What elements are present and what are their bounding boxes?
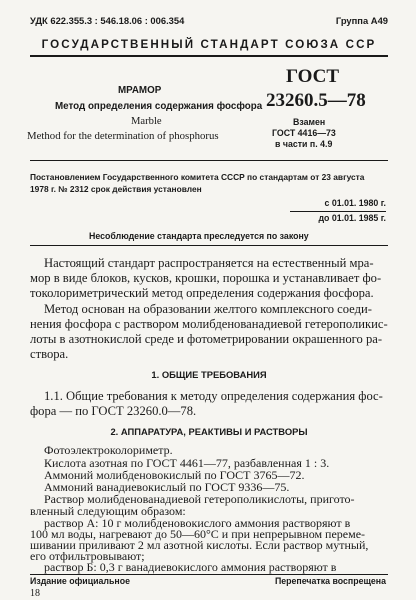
method-title-en: Method for the determination of phosphorus [27, 130, 219, 142]
validity-rule [290, 211, 386, 212]
edition-note: Издание официальное [30, 576, 130, 586]
intro-line: лоты в азотнокислой среде и фотометрировании окрашенного ра- [30, 332, 383, 346]
section-2-line: вленный следующим образом: [30, 504, 186, 518]
intro-line: Метод основан на образовании желтого комплексного соеди- [44, 302, 372, 316]
standard-title: ГОСУДАРСТВЕННЫЙ СТАНДАРТ СОЮЗА ССР [41, 38, 377, 51]
decree-rule [30, 245, 388, 246]
section-1-line: фора — по ГОСТ 23260.0—78. [30, 404, 197, 418]
intro-line: створа. [30, 347, 69, 361]
section-1-heading: 1. ОБЩИЕ ТРЕБОВАНИЯ [151, 369, 267, 380]
section-2-line: раствор А: 10 г молибденовокислого аммония растворяют в [44, 516, 351, 530]
gost-label: ГОСТ [286, 66, 340, 87]
reprint-note: Перепечатка воспрещена [274, 576, 386, 586]
method-title-ru: Метод определения содержания фосфора [55, 101, 263, 112]
page-number: 18 [30, 588, 40, 599]
section-2-line: 100 мл воды, нагревают до 50—60°С и при непрерывном переме- [30, 527, 366, 541]
replaced-part: в части п. 4.9 [275, 139, 333, 149]
gost-number: 23260.5—78 [266, 90, 366, 111]
section-2-heading: 2. АППАРАТУРА, РЕАКТИВЫ И РАСТВОРЫ [110, 426, 308, 437]
intro-line: токолориметрический метод определения содержания фосфора. [30, 286, 374, 300]
section-2-line: Кислота азотная по ГОСТ 4461—77, разбавленная 1 : 3. [44, 456, 330, 470]
product-name-en: Marble [131, 116, 162, 127]
decree-line-1: Постановлением Государственного комитета СССР по стандартам от 23 августа [30, 172, 365, 182]
section-2-line: Раствор молибденованадиевой гетерополикислоты, пригото- [44, 492, 355, 506]
header-rule [30, 55, 388, 57]
group-code: Группа А49 [335, 15, 388, 26]
udk-code: УДК 622.355.3 : 546.18.06 : 006.354 [30, 15, 185, 26]
section-2-line: его отфильтровывают; [30, 549, 145, 563]
intro-line: мор в виде блоков, кусков, крошки, порошка и устанавливает фо- [30, 271, 382, 285]
footer-rule [30, 574, 388, 575]
intro-line: Настоящий стандарт распространяется на естественный мра- [44, 256, 374, 270]
intro-line: нения фосфора с раствором молибденованадиевой гетерополикис- [30, 317, 388, 331]
title-rule [30, 160, 388, 161]
section-2-line: раствор Б: 0,3 г ванадиевокислого аммония растворяют в [44, 560, 337, 574]
legal-warning: Несоблюдение стандарта преследуется по закону [89, 231, 309, 241]
replaced-standard: ГОСТ 4416—73 [272, 128, 336, 138]
section-2-line: Фотоэлектроколориметр. [44, 443, 173, 457]
section-2-line: шивании приливают 2 мл азотной кислоты. Если раствор мутный, [30, 538, 369, 552]
replaces-label: Взамен [293, 117, 326, 127]
product-name: МРАМОР [118, 85, 162, 96]
validity-from: с 01.01. 1980 г. [324, 198, 386, 208]
section-2-line: Аммоний молибденовокислый по ГОСТ 3765—72. [44, 468, 305, 482]
decree-line-2: 1978 г. № 2312 срок действия установлен [30, 184, 202, 194]
section-2-line: Аммоний ванадиевокислый по ГОСТ 9336—75. [44, 480, 290, 494]
section-1-line: 1.1. Общие требования к методу определения содержания фос- [44, 389, 383, 403]
validity-to: до 01.01. 1985 г. [318, 213, 386, 223]
